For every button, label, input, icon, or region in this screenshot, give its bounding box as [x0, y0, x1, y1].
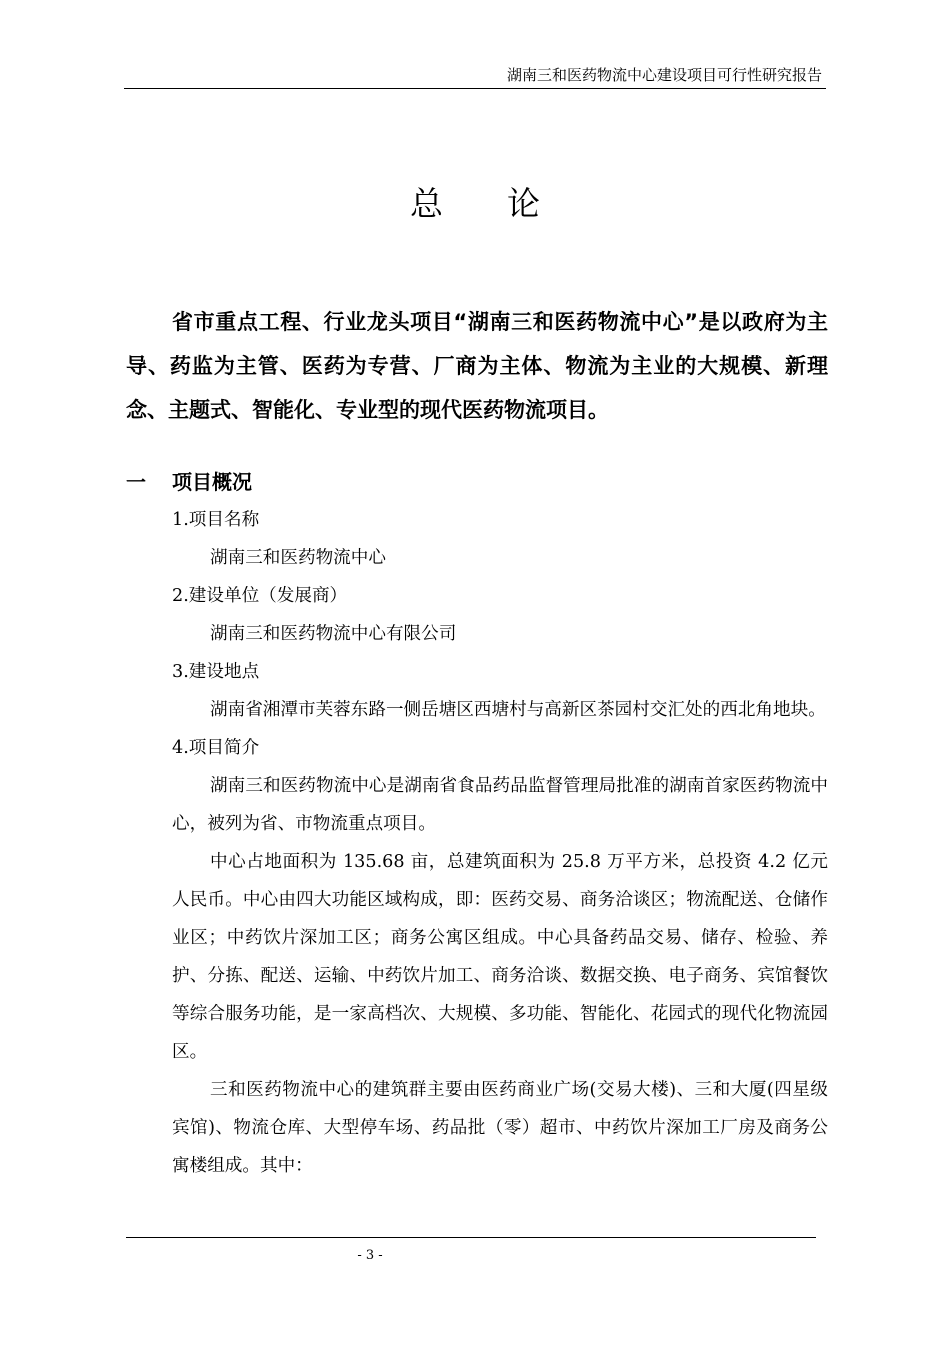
item-label-location: 3.建设地点: [172, 662, 260, 682]
summary-paragraph: 三和医药物流中心的建筑群主要由医药商业广场(交易大楼)、三和大厦(四星级宾馆)、物流仓库、大型停车场、药品批（零）超市、中药饮片深加工厂房及商务公寓楼组成。其中：: [172, 1080, 828, 1176]
section-title: 项目概况: [172, 470, 252, 494]
item-content-developer: 湖南三和医药物流中心有限公司: [210, 624, 457, 644]
summary-paragraph: 湖南三和医药物流中心是湖南省食品药品监督管理局批准的湖南首家医药物流中心，被列为省、市物流重点项目。: [172, 776, 828, 834]
summary-paragraph: 中心占地面积为 135.68 亩，总建筑面积为 25.8 万平方米，总投资 4.2 亿元人民币。中心由四大功能区域构成，即：医药交易、商务洽谈区；物流配送、仓储作业区；中药饮片深加工区；商务公寓区组成。中心具备药品交易、储存、检验、养护、分拣、配送、运输、中药饮片加工、商务洽谈、数据交换、电子商务、宾馆餐饮等综合服务功能，是一家高档次、大规模、多功能、智能化、花园式的现代化物流园区。: [172, 852, 828, 1062]
running-header: 湖南三和医药物流中心建设项目可行性研究报告: [506, 66, 822, 84]
intro-paragraph: 省市重点工程、行业龙头项目“湖南三和医药物流中心”是以政府为主导、药监为主管、医药为专营、厂商为主体、物流为主业的大规模、新理念、主题式、智能化、专业型的现代医药物流项目。: [126, 310, 828, 422]
section-number: 一: [126, 470, 146, 494]
header-divider: [124, 88, 826, 89]
section-heading: [126, 463, 252, 501]
item-label-summary: 4.项目简介: [172, 738, 260, 758]
item-content-project-name: 湖南三和医药物流中心: [210, 548, 386, 568]
footer-divider: [126, 1237, 816, 1238]
item-label-developer: 2.建设单位（发展商）: [172, 586, 348, 606]
page-title: 总论: [410, 184, 604, 223]
item-content-location: 湖南省湘潭市芙蓉东路一侧岳塘区西塘村与高新区茶园村交汇处的西北角地块。: [210, 700, 826, 720]
item-label-project-name: 1.项目名称: [172, 510, 260, 530]
section-body: [172, 501, 828, 1185]
page-number: - 3 -: [357, 1248, 383, 1263]
